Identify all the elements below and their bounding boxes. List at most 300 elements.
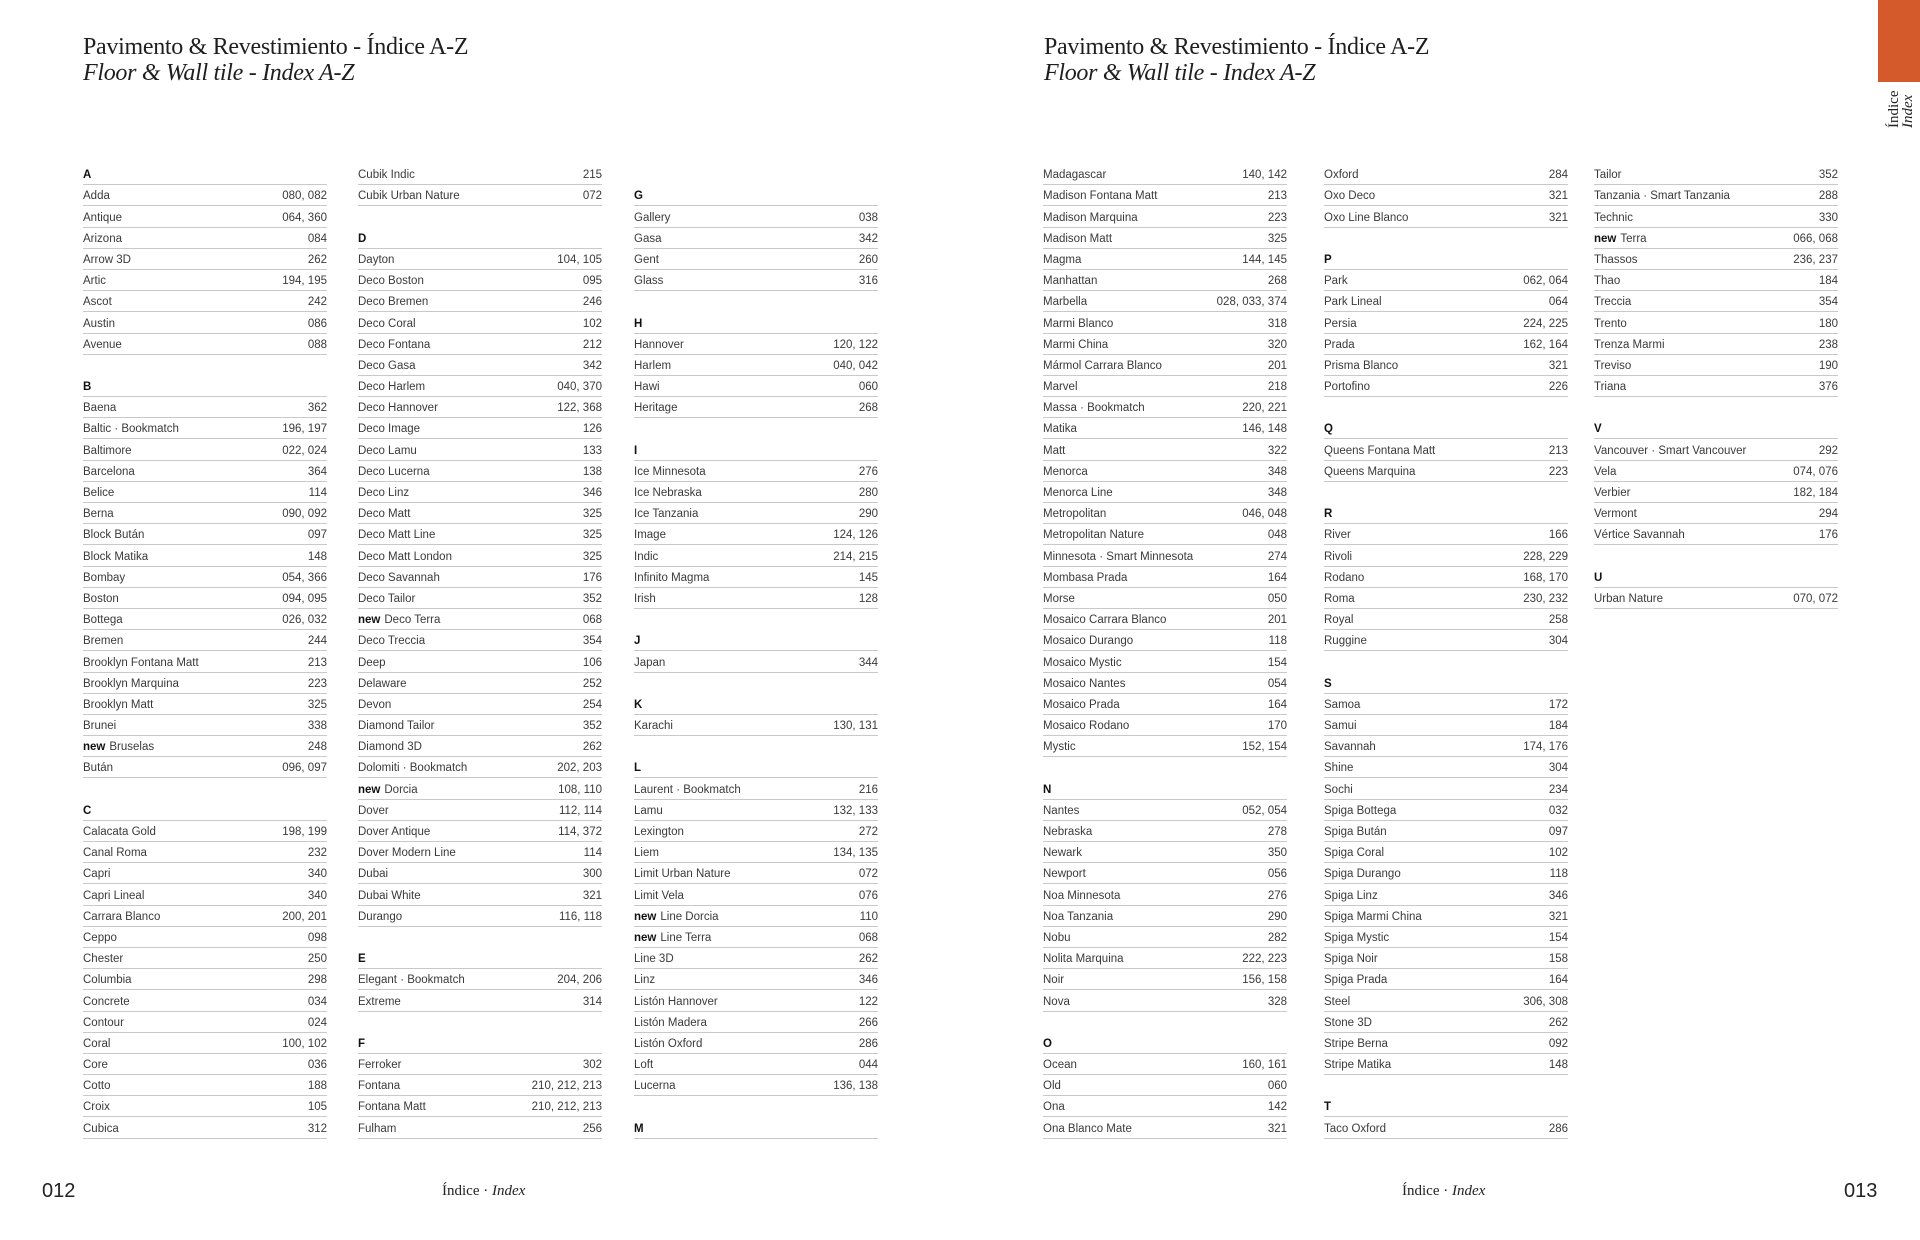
entry-pages: 076 <box>858 889 878 902</box>
entry-name: Newark <box>1043 847 1082 860</box>
entry-name-cell <box>634 952 674 966</box>
entry-name-cell <box>1324 740 1376 754</box>
entry-name: Queens Fontana Matt <box>1324 444 1436 457</box>
index-entry <box>1324 164 1568 185</box>
entry-name: Shine <box>1324 762 1354 775</box>
entry-pages: 118 <box>1268 635 1287 648</box>
index-entry <box>83 821 327 842</box>
index-entry <box>1594 249 1838 270</box>
entry-pages: 080, 082 <box>282 190 327 203</box>
entry-name-cell <box>1324 380 1370 394</box>
entry-name-cell <box>1594 338 1665 352</box>
index-entry <box>358 863 602 884</box>
entry-name: Deco Savannah <box>358 571 440 584</box>
index-entry <box>83 397 327 418</box>
right-footer-sep: · <box>1439 1183 1452 1199</box>
entry-name-cell <box>358 1100 426 1114</box>
entry-name: Cubik Indic <box>358 169 415 182</box>
entry-pages: 286 <box>858 1037 878 1050</box>
entry-name: Heritage <box>634 402 678 415</box>
entry-pages: 174, 176 <box>1523 741 1568 754</box>
entry-pages: 354 <box>582 635 602 648</box>
letter-label: S <box>1324 677 1332 690</box>
entry-name-cell <box>1324 783 1353 797</box>
entry-name: Noir <box>1043 974 1065 987</box>
entry-pages: 213 <box>307 656 327 669</box>
index-entry <box>634 588 878 609</box>
entry-name: Deco Treccia <box>358 635 426 648</box>
entry-name-cell <box>1324 698 1360 712</box>
letter-label: J <box>634 635 641 648</box>
entry-name-cell <box>1324 189 1375 203</box>
index-entry <box>358 757 602 778</box>
index-entry <box>1324 630 1568 651</box>
index-entry <box>1043 376 1287 397</box>
entry-name: Bottega <box>83 614 123 627</box>
entry-pages: 325 <box>307 698 327 711</box>
entry-name-cell <box>1324 465 1415 479</box>
entry-name: Spiga Coral <box>1324 847 1385 860</box>
entry-name-cell <box>83 465 135 479</box>
entry-name-cell <box>1043 889 1120 903</box>
entry-name: Bremen <box>83 635 124 648</box>
index-entry <box>83 715 327 736</box>
index-entry <box>83 228 327 249</box>
entry-pages: 321 <box>582 889 602 902</box>
entry-name: Deco Boston <box>358 275 424 288</box>
entry-name-cell <box>83 613 123 627</box>
entry-pages: 166 <box>1548 529 1568 542</box>
entry-name-cell <box>634 211 670 225</box>
entry-name-cell <box>634 507 698 521</box>
entry-pages: 276 <box>1267 889 1287 902</box>
index-entry <box>1594 376 1838 397</box>
entry-name: Tanzania · Smart Tanzania <box>1594 190 1730 203</box>
index-entry <box>1324 715 1568 736</box>
entry-name: Bután <box>83 762 114 775</box>
entry-name: Treccia <box>1594 296 1632 309</box>
index-entry <box>1043 228 1287 249</box>
entry-pages: 110 <box>859 910 878 923</box>
entry-name-cell <box>1594 486 1630 500</box>
left-footer-sep: · <box>479 1183 492 1199</box>
entry-name: Deco Fontana <box>358 338 431 351</box>
index-spacer <box>634 673 878 694</box>
entry-pages: 258 <box>1548 614 1568 627</box>
entry-name-cell <box>83 528 144 542</box>
entry-name: Spiga Prada <box>1324 974 1388 987</box>
index-spacer <box>1324 1075 1568 1096</box>
entry-pages: 122 <box>858 995 878 1008</box>
entry-name: Image <box>634 529 666 542</box>
index-entry <box>1324 927 1568 948</box>
entry-name: Linz <box>634 974 656 987</box>
index-entry <box>634 778 878 799</box>
entry-pages: 256 <box>582 1122 602 1135</box>
entry-name-cell <box>1043 634 1133 648</box>
index-entry <box>1043 249 1287 270</box>
left-page-number: 012 <box>42 1180 76 1202</box>
index-entry <box>358 376 602 397</box>
entry-name: Roma <box>1324 592 1355 605</box>
entry-name: Dorcia <box>384 783 418 796</box>
index-entry <box>1043 206 1287 227</box>
index-spacer <box>83 355 327 376</box>
left-index-column-2 <box>358 164 602 1139</box>
index-entry <box>1594 588 1838 609</box>
entry-pages: 218 <box>1267 381 1287 394</box>
entry-pages: 112, 114 <box>558 804 602 817</box>
entry-name-cell <box>634 973 655 987</box>
index-entry <box>634 545 878 566</box>
entry-name: Limit Vela <box>634 889 684 902</box>
entry-name: Thao <box>1594 275 1621 288</box>
index-entry <box>358 715 602 736</box>
entry-name: Block Bután <box>83 529 145 542</box>
index-letter-heading <box>1043 1033 1287 1054</box>
entry-pages: 230, 232 <box>1523 592 1568 605</box>
entry-name: Morse <box>1043 592 1075 605</box>
index-entry <box>1043 863 1287 884</box>
entry-name-cell <box>1043 910 1113 924</box>
new-tag: new <box>83 741 106 754</box>
index-entry <box>1594 270 1838 291</box>
entry-name: Stone 3D <box>1324 1016 1372 1029</box>
entry-name: Columbia <box>83 974 132 987</box>
index-entry <box>358 800 602 821</box>
index-entry <box>83 524 327 545</box>
entry-name: Samui <box>1324 720 1357 733</box>
letter-label: Q <box>1324 423 1333 436</box>
entry-name: Bombay <box>83 571 126 584</box>
entry-name-cell <box>358 592 415 606</box>
entry-pages: 122, 368 <box>557 402 602 415</box>
entry-pages: 054 <box>1267 677 1287 690</box>
right-title-es: Pavimento & Revestimiento - Índice A-Z <box>1044 34 1430 60</box>
entry-name-cell <box>1043 719 1129 733</box>
entry-name: Marmi Blanco <box>1043 317 1114 330</box>
entry-pages: 321 <box>1548 211 1568 224</box>
entry-pages: 090, 092 <box>282 508 327 521</box>
index-entry <box>83 270 327 291</box>
index-entry <box>1324 863 1568 884</box>
new-tag: new <box>358 783 381 796</box>
index-entry <box>358 778 602 799</box>
entry-name: Ferroker <box>358 1059 402 1072</box>
entry-pages: 198, 199 <box>282 826 327 838</box>
entry-name: Spiga Bottega <box>1324 804 1397 817</box>
entry-name: Line Dorcia <box>660 910 719 923</box>
entry-name-cell <box>83 634 123 648</box>
index-entry <box>634 376 878 397</box>
index-entry <box>1324 842 1568 863</box>
entry-name-cell <box>634 550 658 564</box>
entry-pages: 200, 201 <box>282 910 327 923</box>
index-entry <box>1324 1033 1568 1054</box>
index-entry <box>1043 821 1287 842</box>
entry-pages: 325 <box>582 550 602 563</box>
entry-pages: 128 <box>858 592 878 605</box>
entry-pages: 348 <box>1267 465 1287 478</box>
left-title-block <box>83 34 468 86</box>
entry-name: Marbella <box>1043 296 1088 309</box>
entry-name: Mosaico Durango <box>1043 635 1134 648</box>
entry-name-cell <box>83 507 114 521</box>
index-entry <box>634 355 878 376</box>
entry-name-cell <box>1324 889 1378 903</box>
entry-name-cell <box>358 507 410 521</box>
entry-name: Metropolitan <box>1043 508 1107 521</box>
entry-name-cell <box>358 571 440 585</box>
index-entry <box>1043 842 1287 863</box>
entry-name: Artic <box>83 275 106 288</box>
entry-name: Bruselas <box>109 741 155 754</box>
entry-name: Lexington <box>634 826 684 838</box>
entry-name-cell <box>358 677 407 691</box>
entry-pages: 062, 064 <box>1523 275 1568 288</box>
entry-name-cell <box>83 889 144 903</box>
entry-name: Marmi China <box>1043 338 1109 351</box>
index-spacer <box>1043 1012 1287 1033</box>
entry-name-cell <box>358 889 421 903</box>
entry-pages: 352 <box>1818 169 1838 182</box>
index-entry <box>83 567 327 588</box>
entry-name-cell <box>358 634 425 648</box>
entry-name-cell <box>1324 338 1355 352</box>
left-title-es: Pavimento & Revestimiento - Índice A-Z <box>83 34 469 60</box>
entry-name: Gallery <box>634 211 671 224</box>
entry-name-cell <box>1043 1100 1065 1114</box>
entry-name: Deco Bremen <box>358 296 429 309</box>
index-entry <box>358 461 602 482</box>
entry-name: Deco Gasa <box>358 359 416 372</box>
entry-name: Durango <box>358 910 403 923</box>
entry-pages: 268 <box>1267 275 1287 288</box>
entry-name: Lamu <box>634 804 663 817</box>
entry-name-cell <box>634 825 684 839</box>
entry-pages: 321 <box>1548 910 1568 923</box>
index-entry <box>83 1075 327 1096</box>
entry-name: Baena <box>83 402 117 415</box>
index-entry <box>83 185 327 206</box>
entry-name-cell <box>358 783 418 797</box>
index-spacer <box>1594 397 1838 418</box>
entry-pages: 026, 032 <box>282 614 327 627</box>
entry-name: Savannah <box>1324 741 1376 754</box>
index-entry <box>1324 567 1568 588</box>
entry-pages: 126 <box>582 423 602 436</box>
section-tab-label-en: Index <box>1900 94 1916 128</box>
entry-name: Chester <box>83 953 124 966</box>
entry-pages: 040, 042 <box>833 359 878 372</box>
entry-name-cell <box>1324 910 1422 924</box>
index-entry <box>358 503 602 524</box>
entry-name-cell <box>634 783 741 797</box>
entry-name: Ice Nebraska <box>634 487 702 499</box>
index-entry <box>358 355 602 376</box>
entry-pages: 282 <box>1267 931 1287 944</box>
entry-name-cell <box>1043 973 1064 987</box>
entry-pages: 158 <box>1548 953 1568 966</box>
entry-name-cell <box>83 571 125 585</box>
entry-name: Newport <box>1043 868 1086 881</box>
entry-pages: 346 <box>582 487 602 499</box>
entry-name-cell <box>1043 274 1097 288</box>
entry-name-cell <box>358 804 389 818</box>
entry-name-cell <box>358 846 456 860</box>
right-footer-label <box>1402 1183 1485 1200</box>
index-entry <box>358 990 602 1011</box>
entry-pages: 213 <box>1548 444 1568 457</box>
index-entry <box>634 1033 878 1054</box>
entry-pages: 064, 360 <box>282 211 327 224</box>
entry-pages: 268 <box>858 402 878 415</box>
index-entry <box>634 884 878 905</box>
index-entry <box>83 249 327 270</box>
entry-name-cell <box>358 698 391 712</box>
index-entry <box>1043 545 1287 566</box>
section-tab-label <box>1878 88 1920 138</box>
entry-name-cell <box>1043 528 1144 542</box>
index-entry <box>1043 355 1287 376</box>
entry-name-cell <box>634 571 709 585</box>
entry-name-cell <box>83 698 153 712</box>
index-entry <box>358 291 602 312</box>
entry-name-cell <box>1043 168 1106 182</box>
index-entry <box>1324 778 1568 799</box>
letter-label: E <box>358 953 366 966</box>
entry-pages: 284 <box>1548 169 1568 182</box>
entry-name: Gasa <box>634 232 662 245</box>
entry-pages: 184 <box>1548 720 1568 733</box>
entry-name: Mombasa Prada <box>1043 571 1128 584</box>
index-entry <box>1043 185 1287 206</box>
entry-name: Matika <box>1043 423 1077 436</box>
index-entry <box>1594 312 1838 333</box>
entry-name-cell <box>1043 1122 1132 1136</box>
index-entry <box>1043 312 1287 333</box>
entry-pages: 142 <box>1267 1101 1287 1114</box>
index-entry <box>1043 948 1287 969</box>
entry-name-cell <box>1324 613 1353 627</box>
entry-name-cell <box>83 592 119 606</box>
entry-name: Verbier <box>1594 487 1631 499</box>
entry-name: Stripe Matika <box>1324 1059 1392 1072</box>
entry-name-cell <box>1324 761 1353 775</box>
entry-name-cell <box>634 995 718 1009</box>
index-entry <box>83 990 327 1011</box>
entry-name-cell <box>83 952 123 966</box>
entry-pages: 262 <box>582 741 602 754</box>
entry-name-cell <box>1043 740 1076 754</box>
entry-name: Spiga Noir <box>1324 953 1378 966</box>
index-entry <box>634 1012 878 1033</box>
entry-name-cell <box>1043 211 1138 225</box>
entry-pages: 234 <box>1548 783 1568 796</box>
index-entry <box>1594 524 1838 545</box>
entry-pages: 114 <box>583 847 602 860</box>
entry-name: Nolita Marquina <box>1043 953 1124 966</box>
index-letter-heading <box>1324 673 1568 694</box>
entry-name-cell <box>83 995 130 1009</box>
entry-pages: 226 <box>1548 381 1568 394</box>
entry-name-cell <box>634 804 663 818</box>
entry-pages: 330 <box>1818 211 1838 224</box>
entry-name-cell <box>1324 168 1359 182</box>
entry-pages: 154 <box>1548 931 1568 944</box>
index-entry <box>1043 567 1287 588</box>
entry-pages: 114 <box>308 487 327 499</box>
entry-pages: 148 <box>307 550 327 563</box>
index-entry <box>1594 439 1838 460</box>
entry-name-cell <box>1043 825 1092 839</box>
index-letter-heading <box>83 164 327 185</box>
entry-name: Nobu <box>1043 931 1071 944</box>
entry-pages: 262 <box>858 953 878 966</box>
entry-name: Nantes <box>1043 804 1080 817</box>
entry-pages: 182, 184 <box>1793 487 1838 499</box>
entry-pages: 276 <box>858 465 878 478</box>
entry-name: Core <box>83 1059 108 1072</box>
entry-pages: 068 <box>858 931 878 944</box>
entry-name-cell <box>1043 592 1075 606</box>
entry-name: Deco Tailor <box>358 592 416 605</box>
index-entry <box>83 312 327 333</box>
entry-pages: 060 <box>1267 1080 1287 1093</box>
index-spacer <box>358 927 602 948</box>
entry-name-cell <box>1324 952 1378 966</box>
entry-pages: 201 <box>1267 614 1287 627</box>
entry-name-cell <box>1324 592 1355 606</box>
index-entry <box>1324 270 1568 291</box>
index-entry <box>83 1117 327 1138</box>
index-entry <box>634 651 878 672</box>
index-letter-heading <box>358 1033 602 1054</box>
entry-name-cell <box>1043 380 1078 394</box>
index-entry <box>634 948 878 969</box>
section-tab-label-es: Índice <box>1886 90 1902 128</box>
entry-name-cell <box>83 740 154 754</box>
entry-name-cell <box>634 465 706 479</box>
entry-pages: 342 <box>582 359 602 372</box>
entry-name: Cotto <box>83 1080 111 1093</box>
index-entry <box>634 482 878 503</box>
entry-name: Ocean <box>1043 1059 1077 1072</box>
entry-name: Vermont <box>1594 508 1637 521</box>
entry-pages: 328 <box>1267 995 1287 1008</box>
index-entry <box>634 228 878 249</box>
entry-name-cell <box>1324 1037 1388 1051</box>
index-entry <box>1324 969 1568 990</box>
index-entry <box>1594 503 1838 524</box>
index-letter-heading <box>1324 418 1568 439</box>
left-footer-en: Index <box>491 1183 526 1199</box>
entry-pages: 096, 097 <box>282 762 327 775</box>
entry-pages: 212 <box>582 338 602 351</box>
entry-name: Portofino <box>1324 381 1371 394</box>
index-entry <box>1043 1075 1287 1096</box>
entry-name: Mosaico Mystic <box>1043 656 1122 669</box>
entry-name-cell <box>1594 274 1620 288</box>
entry-pages: 322 <box>1267 444 1287 457</box>
entry-pages: 321 <box>1267 1122 1287 1135</box>
index-letter-heading <box>634 1117 878 1138</box>
index-entry <box>358 185 602 206</box>
entry-pages: 286 <box>1548 1122 1568 1135</box>
entry-pages: 262 <box>1548 1016 1568 1029</box>
entry-pages: 344 <box>858 656 878 669</box>
letter-label: T <box>1324 1101 1332 1114</box>
